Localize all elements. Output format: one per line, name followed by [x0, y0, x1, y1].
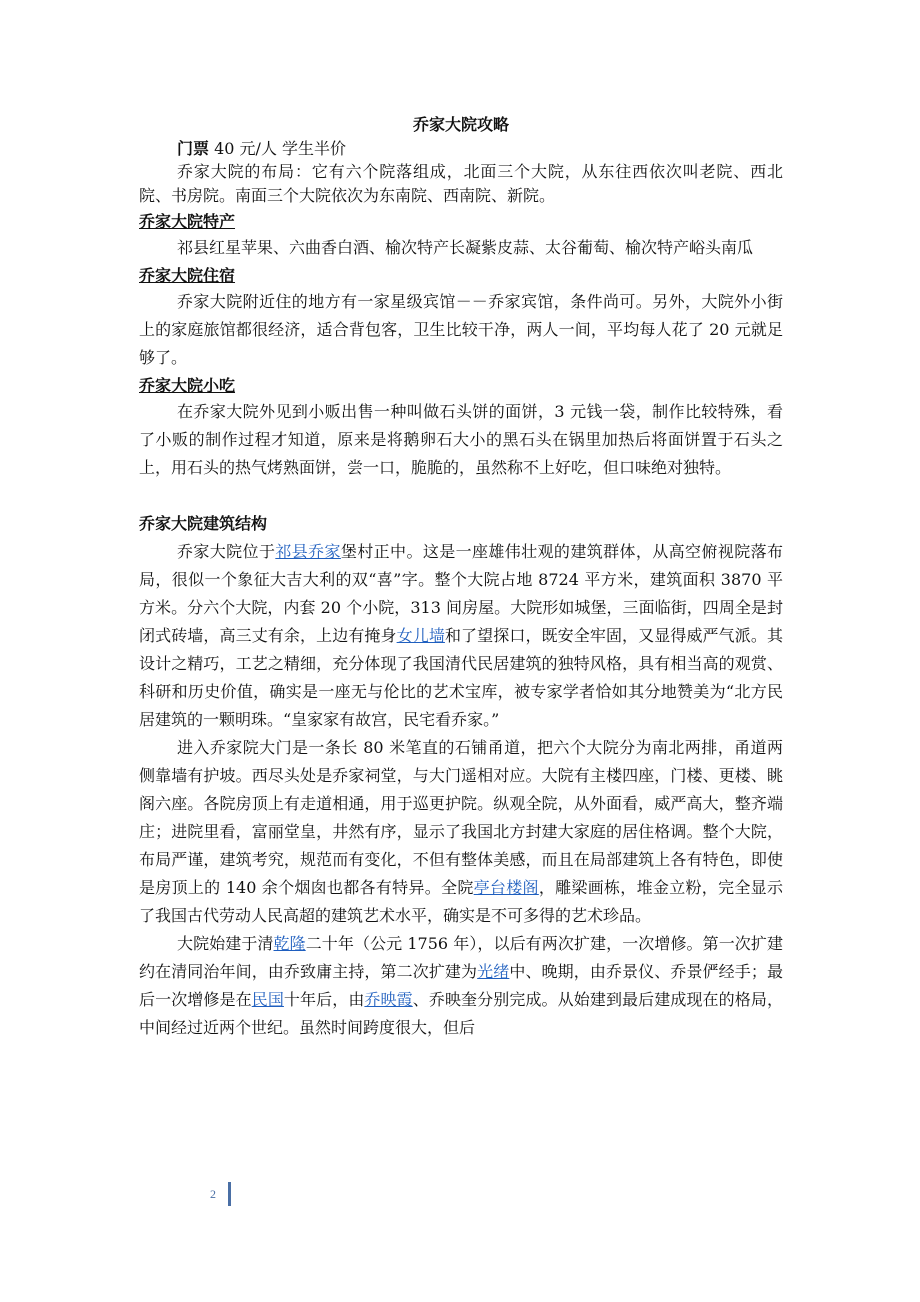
link-parapet-wall[interactable]: 女儿墙	[396, 626, 445, 645]
ticket-info	[139, 138, 783, 160]
text-run: 大院始建于清	[177, 934, 274, 953]
link-guangxu[interactable]: 光绪	[477, 962, 510, 981]
ticket-price: 40 元/人 学生半价	[209, 139, 347, 158]
link-qiao-yingxia[interactable]: 乔映霞	[364, 990, 413, 1009]
architecture-paragraph-3	[139, 930, 783, 1042]
footer-divider	[228, 1182, 231, 1206]
text-run: 二十年（公元 1756 年），以后有两次扩建，一次增修。第一次扩建约在清同治年间，由乔致庸主持，第二次扩建为	[139, 934, 783, 981]
specialty-heading: 乔家大院特产	[139, 212, 236, 231]
architecture-paragraph-1	[139, 538, 783, 734]
link-qixian-qiaojia[interactable]: 祁县乔家	[275, 542, 341, 561]
snack-paragraph: 在乔家大院外见到小贩出售一种叫做石头饼的面饼，3 元钱一袋，制作比较特殊，看了小贩的制作过程才知道，原来是将鹅卵石大小的黑石头在锅里加热后将面饼置于石头之上，用石头的热气烤熟面饼，尝一口，脆脆的，虽然称不上好吃，但口味绝对独特。	[139, 402, 783, 477]
text-run: 进入乔家院大门是一条长 80 米笔直的石铺甬道，把六个大院分为南北两排，甬道两侧靠墙有护坡。西尽头处是乔家祠堂，与大门遥相对应。大院有主楼四座，门楼、更楼、眺阁六座。各院房顶上有走道相通，用于巡更护院。纵观全院，从外面看，威严高大，整齐端庄；进院里看，富丽堂皇，井然有序，显示了我国北方封建大家庭的居住格调。整个大院，布局严谨，建筑考究，规范而有变化，不但有整体美感，而且在局部建筑上各有特色，即使是房顶上的 140 余个烟囱也都各有特异。全院	[139, 738, 783, 897]
ticket-label: 门票	[177, 139, 210, 158]
link-qianlong[interactable]: 乾隆	[273, 934, 306, 953]
lodging-heading: 乔家大院住宿	[139, 266, 236, 285]
text-run: 和了望探口，既安全牢固，又显得威严气派。其设计之精巧，工艺之精细，充分体现了我国清代民居建筑的独特风格，具有相当高的观赏、科研和历史价值，确实是一座无与伦比的艺术宝库，被专家学者恰如其分地赞美为“北方民居建筑的一颗明珠。“皇家家有故宫，民宅看乔家。”	[139, 626, 783, 729]
link-minguo[interactable]: 民国	[251, 990, 284, 1009]
architecture-heading: 乔家大院建筑结构	[139, 514, 268, 533]
architecture-paragraph-2	[139, 734, 783, 930]
layout-paragraph: 乔家大院的布局：它有六个院落组成，北面三个大院，从东往西依次叫老院、西北院、书房院。南面三个大院依次为东南院、西南院、新院。	[139, 162, 783, 205]
text-run: 中、晚期，由乔景仪、乔景俨经手；最后一次增修是在	[139, 962, 783, 1009]
lodging-paragraph: 乔家大院附近住的地方有一家星级宾馆－－乔家宾馆，条件尚可。另外，大院外小街上的家庭旅馆都很经济，适合背包客，卫生比较干净，两人一间，平均每人花了 20 元就足够了。	[139, 292, 783, 367]
page-number: 2	[210, 1187, 216, 1201]
text-run: 十年后，由	[283, 990, 365, 1009]
specialty-paragraph: 祁县红星苹果、六曲香白酒、榆次特产长凝紫皮蒜、太谷葡萄、榆次特产峪头南瓜	[177, 238, 754, 257]
snack-heading: 乔家大院小吃	[139, 376, 236, 395]
text-run: ，雕梁画栋，堆金立粉，完全显示了我国古代劳动人民高超的建筑艺术水平，确实是不可多得的艺术珍品。	[139, 878, 783, 925]
document-title: 乔家大院攻略	[412, 115, 509, 134]
text-run: 乔家大院位于	[177, 542, 276, 561]
section-spacer	[139, 482, 783, 510]
text-run: 、乔映奎分别完成。从始建到最后建成现在的格局，中间经过近两个世纪。虽然时间跨度很大，但后	[139, 990, 783, 1037]
document-body	[139, 114, 783, 1042]
text-run: 堡村正中。这是一座雄伟壮观的建筑群体，从高空俯视院落布局，很似一个象征大吉大利的双“喜”字。整个大院占地 8724 平方米，建筑面积 3870 平方米。分六个大院，内套 20 个小院，313 间房屋。大院形如城堡，三面临街，四周全是封闭式砖墙，高三丈有余，上边有掩身	[139, 542, 783, 645]
link-pavilions[interactable]: 亭台楼阁	[473, 878, 539, 897]
